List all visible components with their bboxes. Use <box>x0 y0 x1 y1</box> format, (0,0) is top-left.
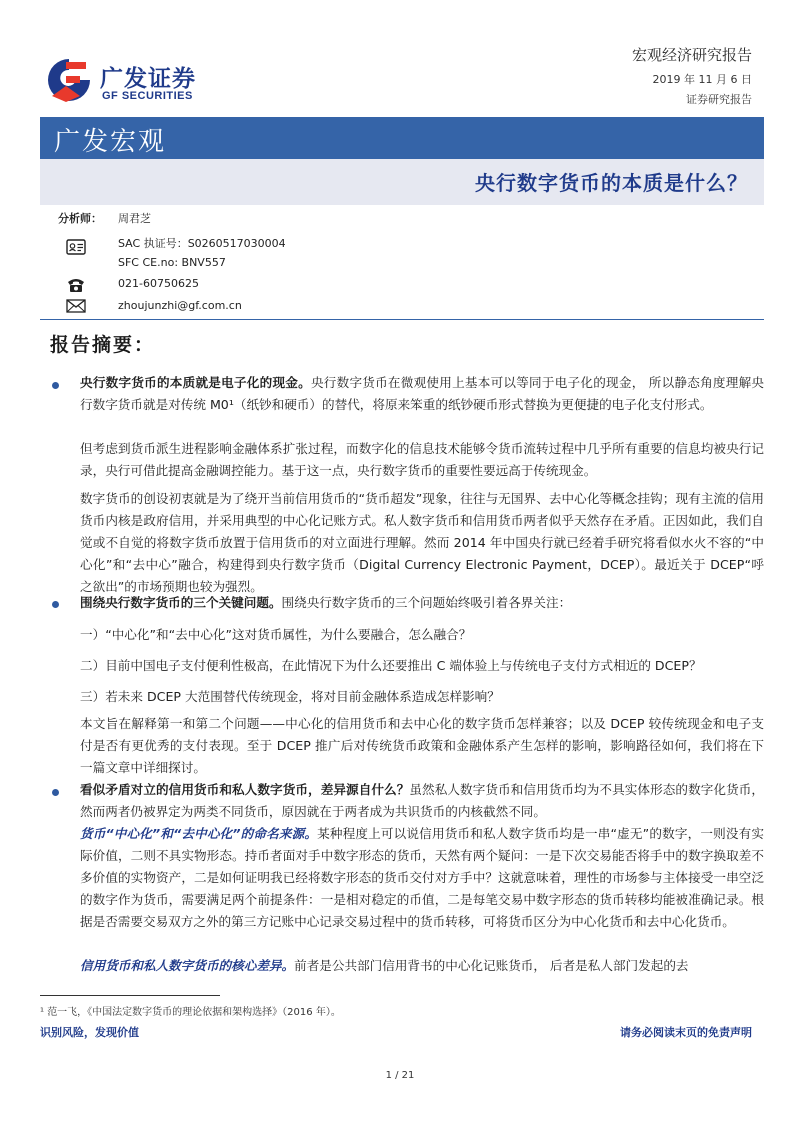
paragraph-lead: 信用货币和私人数字货币的核心差异。 <box>80 958 295 973</box>
summary-paragraph-5: 本文旨在解释第一和第二个问题——中心化的信用货币和去中心化的数字货币怎样兼容；以及 DCEP 较传统现金和电子支付是否有更优秀的支付表现。至于 DCEP 推广后对传统货币政策和金融体系产生怎样的影响，影响路径如何，我们将在下一篇文章中详细探讨。 <box>80 716 764 775</box>
banner-top-bar <box>40 117 764 159</box>
report-date: 2019 年 11 月 6 日 <box>652 73 752 86</box>
paragraph-lead: 货币“中心化”和“去中心化”的命名来源。 <box>80 826 318 841</box>
series-title: 广发宏观 <box>54 127 167 157</box>
analyst-name: 周君芝 <box>118 212 151 225</box>
sac-number: SAC 执证号：S0260517030004 <box>118 237 286 250</box>
sfc-number: SFC CE.no: BNV557 <box>118 256 226 269</box>
paragraph-body: 围绕央行数字货币的三个问题始终吸引着各界关注： <box>281 595 572 610</box>
logo-text-cn: 广发证券 <box>100 66 196 92</box>
gf-logo-icon <box>46 56 92 106</box>
phone-number: 021-60750625 <box>118 277 199 290</box>
paragraph-body: 某种程度上可以说信用货币和私人数字货币均是一串“虚无”的数字，一则没有实际价值，二则不具实物形态。持币者面对手中数字形态的货币，天然有两个疑问：一是下次交易能否将手中的数字换取差不多价值的实物资产，二是如何证明我已经将数字形态的货币交付对方手中？这就意味着，理性的市场参与主体接受一串空泛的数字作为货币，需要满足两个前提条件：一是相对稳定的币值，二是每笔交易中数字形态的货币转移均能被准确记录。根据是否需要交易双方之外的第三方记账中心记录交易过程中的货币转移，可将货币区分为中心化货币和去中心化货币。 <box>80 826 764 929</box>
logo-text-en: GF SECURITIES <box>102 90 193 102</box>
page-number: 1 / 21 <box>385 1070 415 1081</box>
email-icon <box>66 299 86 313</box>
paragraph-lead: 看似矛盾对立的信用货币和私人数字货币，差异源自什么？ <box>80 782 410 797</box>
summary-paragraph-7 <box>80 823 764 933</box>
divider <box>40 319 764 320</box>
analyst-label: 分析师： <box>58 212 102 225</box>
bullet-icon <box>52 601 59 608</box>
footnote: ¹ 范一飞，《中国法定数字货币的理论依据和架构选择》（2016 年）。 <box>40 1007 341 1018</box>
id-card-icon <box>66 238 86 256</box>
company-logo <box>46 56 216 110</box>
question-1: 一）“中心化”和“去中心化”这对货币属性，为什么要融合，怎么融合？ <box>80 627 472 642</box>
paragraph-body: 前者是公共部门信用背书的中心化记账货币， 后者是私人部门发起的去 <box>294 958 689 973</box>
banner-bottom-bar <box>40 159 764 205</box>
summary-paragraph-4 <box>80 592 764 614</box>
question-2: 二）目前中国电子支付便利性极高，在此情况下为什么还要推出 C 端体验上与传统电子支付方式相近的 DCEP？ <box>80 658 702 673</box>
footnote-divider <box>40 995 220 996</box>
paragraph-body: 央行数字货币在微观使用上基本可以等同于电子化的现金， 所以静态角度理解央行数字货币就是对传统 M0¹（纸钞和硬币）的替代，将原来笨重的纸钞硬币形式替换为更便捷的电子化支付形式。 <box>80 375 765 412</box>
report-type: 宏观经济研究报告 <box>631 46 752 64</box>
summary-paragraph-2: 但考虑到货币派生进程影响金融体系扩张过程，而数字化的信息技术能够令货币流转过程中几乎所有重要的信息均被央行记录，央行可借此提高金融调控能力。基于这一点，央行数字货币的重要性要远高于传统现金。 <box>80 441 764 478</box>
summary-paragraph-3: 数字货币的创设初衷就是为了绕开当前信用货币的“货币超发”现象，往往与无国界、去中心化等概念挂钩；现有主流的信用货币内核是政府信用，并采用典型的中心化记账方式。私人数字货币和信用货币两者似乎天然存在矛盾。正因如此，我们自觉或不自觉的将数字货币放置于信用货币的对立面进行理解。然而 2014 年中国央行就已经着手研究将看似水火不容的“中心化”和“去中心”融合，构建得到央行数字货币（Digital Currency Electronic Payment，DCEP）。最近关于 DCEP“呼之欲出”的市场预期也较为强烈。 <box>80 491 764 594</box>
bullet-icon <box>52 382 59 389</box>
paragraph-lead: 围绕央行数字货币的三个关键问题。 <box>80 595 282 610</box>
paragraph-body: 虽然私人数字货币和信用货币均为不具实体形态的数字化货币，然而两者仍被界定为两类不同货币，原因就在于两者成为共识货币的内核截然不同。 <box>80 782 765 819</box>
paragraph-lead: 央行数字货币的本质就是电子化的现金。 <box>80 375 311 390</box>
report-title: 央行数字货币的本质是什么？ <box>475 171 748 195</box>
phone-icon <box>66 277 86 293</box>
summary-heading: 报告摘要： <box>50 334 156 356</box>
footer-disclaimer: 请务必阅读末页的免责声明 <box>620 1026 752 1039</box>
bullet-icon <box>52 789 59 796</box>
title-banner <box>40 117 764 205</box>
summary-paragraph-8 <box>80 955 764 977</box>
footer-slogan: 识别风险，发现价值 <box>40 1026 139 1039</box>
email-address[interactable]: zhoujunzhi@gf.com.cn <box>118 299 242 312</box>
report-category: 证券研究报告 <box>686 93 752 106</box>
summary-paragraph-6 <box>80 779 764 823</box>
summary-paragraph-1 <box>80 372 764 416</box>
question-3: 三）若未来 DCEP 大范围替代传统现金，将对目前金融体系造成怎样影响？ <box>80 689 500 704</box>
